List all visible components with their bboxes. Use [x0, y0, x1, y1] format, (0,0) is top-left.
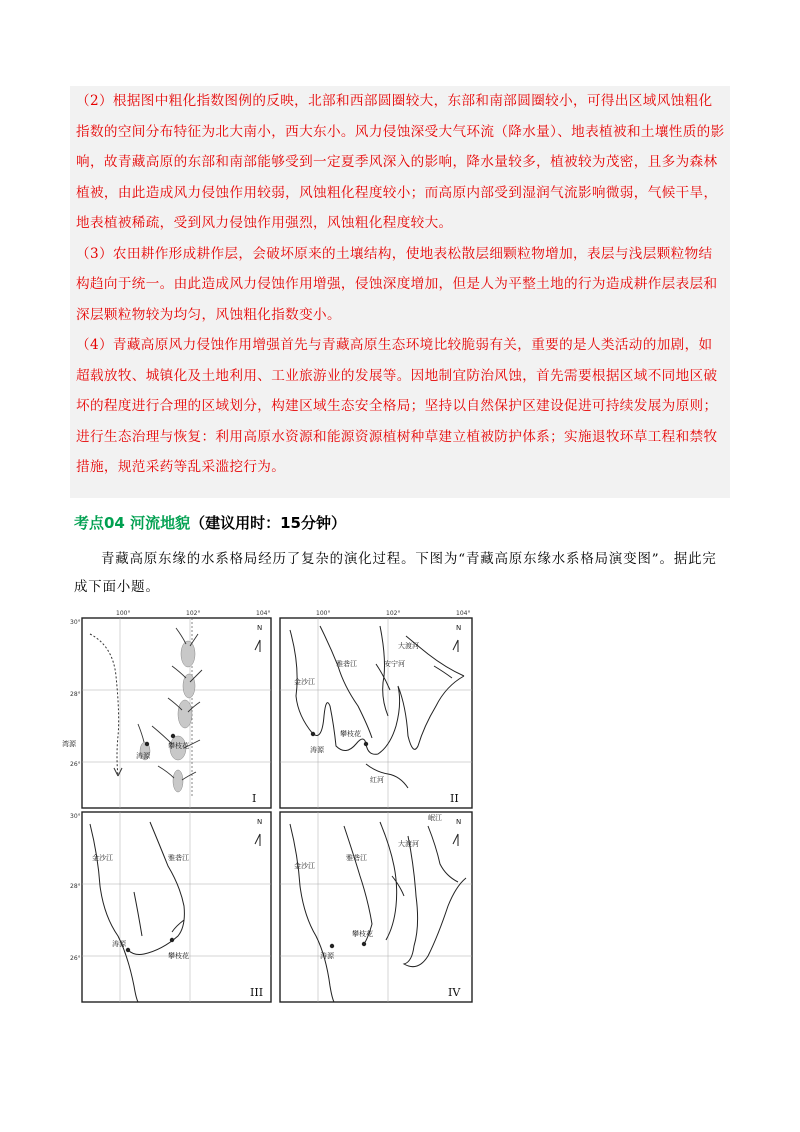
top-tick-100: 100° [116, 610, 131, 617]
p4-label-taoyuan: 涛源 [320, 952, 334, 960]
panel-3 [82, 812, 271, 1002]
left-tick-30: 30° [70, 619, 81, 626]
left-tick-28: 28° [70, 691, 81, 698]
top-tick-100-b: 100° [316, 610, 331, 617]
section-title: 考点04 河流地貌 [74, 514, 191, 532]
p3-roman: III [250, 986, 264, 999]
p2-north-label: N [456, 624, 462, 632]
panel-1 [62, 618, 271, 808]
p4-label-dadu: 大渡河 [398, 840, 419, 848]
p4-label-jinsha: 金沙江 [294, 862, 315, 870]
top-tick-102: 102° [186, 610, 201, 617]
answer-paragraph-4: （4）青藏高原风力侵蚀作用增强首先与青藏高原生态环境比较脆弱有关，重要的是人类活动的加剧，如超载放牧、城镇化及土地利用、工业旅游业的发展等。因地制宜防治风蚀，首先需要根据区域不同地区破坏的程度进行合理的区域划分，构建区域生态安全格局；坚持以自然保护区建设促进可持续发展为原则；进行生态治理与恢复：利用高原水资源和能源资源植树种草建立植被防护体系；实施退牧环草工程和禁牧措施，规范采药等乱采滥挖行为。 [76, 337, 718, 475]
section-time-note: （建议用时：15分钟） [190, 514, 346, 532]
left-tick-26: 26° [70, 761, 81, 768]
p1-label-wanyuan: 湾源 [62, 740, 76, 748]
panel-4 [280, 812, 472, 1002]
p2-label-anning: 安宁河 [384, 660, 405, 668]
p2-label-dadu: 大渡河 [398, 642, 419, 650]
p4-label-yalong: 雅砻江 [346, 854, 367, 862]
river-evolution-map [62, 606, 476, 1004]
top-tick-104-b: 104° [456, 610, 471, 617]
panel-2 [280, 618, 472, 808]
left-tick-26-b: 26° [70, 955, 81, 962]
p2-label-jinsha: 金沙江 [294, 678, 315, 686]
p3-north-label: N [257, 818, 263, 826]
left-tick-30-b: 30° [70, 813, 81, 820]
p3-label-taoyuan: 涛源 [112, 940, 126, 948]
p3-label-jinsha: 金沙江 [92, 854, 113, 862]
answer-paragraph-2: （2）根据图中粗化指数图例的反映，北部和西部圆圈较大，东部和南部圆圈较小，可得出区域风蚀粗化指数的空间分布特征为北大南小，西大东小。风力侵蚀深受大气环流（降水量）、地表植被和土壤性质的影响，故青藏高原的东部和南部能够受到一定夏季风深入的影响，降水量较多，植被较为茂密，且多为森林植被，由此造成风力侵蚀作用较弱，风蚀粗化程度较小；而高原内部受到湿润气流影响微弱，气候干旱，地表植被稀疏，受到风力侵蚀作用强烈，风蚀粗化程度较大。 [76, 93, 725, 231]
p2-label-honghe: 红河 [370, 776, 384, 784]
p2-label-taoyuan: 涛源 [310, 746, 324, 754]
p4-label-panzhihua: 攀枝花 [352, 930, 373, 938]
p2-label-panzhihua: 攀枝花 [340, 730, 361, 738]
top-tick-104: 104° [256, 610, 271, 617]
p2-label-yalong: 雅砻江 [336, 660, 357, 668]
p4-label-min: 岷江 [428, 814, 442, 822]
p2-roman: II [450, 792, 459, 805]
p4-north-label: N [456, 818, 462, 826]
answer-paragraph-3: （3）农田耕作形成耕作层，会破坏原来的土壤结构，使地表松散层细颗粒物增加，表层与浅层颗粒物结构趋向于统一。由此造成风力侵蚀作用增强，侵蚀深度增加，但是人为平整土地的行为造成耕作层表层和深层颗粒物较为均匀，风蚀粗化指数变小。 [76, 245, 718, 323]
p3-label-panzhihua: 攀枝花 [168, 952, 189, 960]
p3-label-yalong: 雅砻江 [168, 854, 189, 862]
section-heading [74, 512, 346, 533]
answer-analysis-box [70, 86, 730, 498]
p4-roman: IV [448, 986, 461, 999]
question-intro: 青藏高原东缘的水系格局经历了复杂的演化过程。下图为“青藏高原东缘水系格局演变图”。据此完成下面小题。 [74, 552, 717, 595]
top-tick-102-b: 102° [386, 610, 401, 617]
p1-roman: I [252, 792, 257, 805]
p1-label-taoyuan: 涛源 [136, 752, 150, 760]
left-tick-28-b: 28° [70, 883, 81, 890]
p1-north-label: N [257, 624, 263, 632]
p1-label-panzhihua: 攀枝花 [168, 742, 189, 750]
